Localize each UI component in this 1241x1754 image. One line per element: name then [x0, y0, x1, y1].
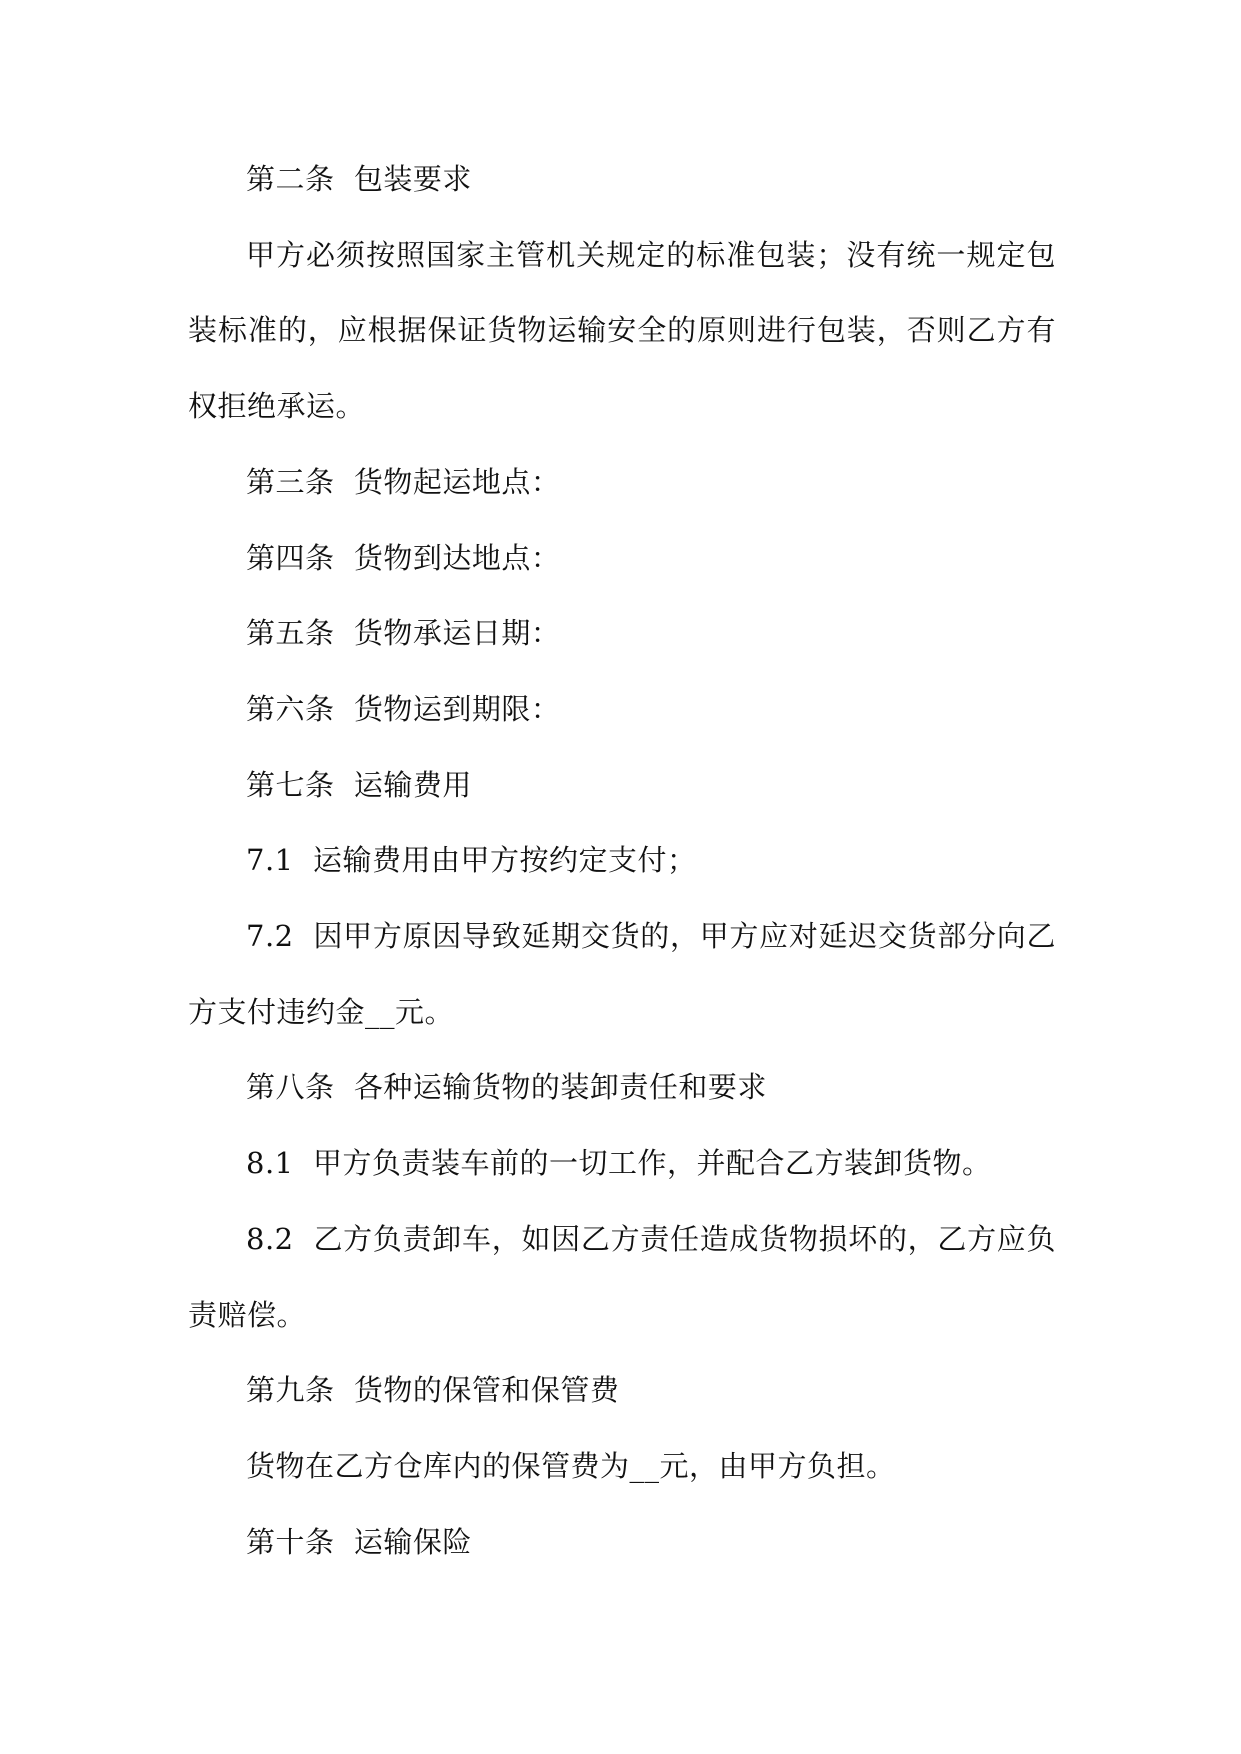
article-8-heading: 第八条 各种运输货物的装卸责任和要求 [246, 1070, 767, 1105]
article-10-heading: 第十条 运输保险 [246, 1524, 472, 1559]
article-4-heading: 第四条 货物到达地点： [246, 540, 561, 575]
article-2-heading: 第二条 包装要求 [246, 162, 472, 196]
clause-8-1: 8.1 甲方负责装车前的一切工作，并配合乙方装卸货物。 [246, 1146, 992, 1181]
clause-7-1: 7.1 运输费用由甲方按约定支付； [246, 843, 697, 878]
article-2-text: 甲方必须按照国家主管机关规定的标准包装；没有统一规定包装标准的，应根据保证货物运输安全的原则进行包装，否则乙方有权拒绝承运。 [188, 237, 1056, 424]
article-3-heading: 第三条 货物起运地点： [246, 464, 561, 499]
article-9-text: 货物在乙方仓库内的保管费为__元，由甲方负担。 [246, 1448, 896, 1483]
clause-8-2: 8.2 乙方负责卸车，如因乙方责任造成货物损坏的，乙方应负责赔偿。 [188, 1221, 1056, 1332]
clause-7-2: 7.2 因甲方原因导致延期交货的，甲方应对延迟交货部分向乙方支付违约金__元。 [188, 919, 1056, 1029]
document-body [188, 142, 1056, 1580]
article-6-heading: 第六条 货物运到期限： [246, 691, 561, 726]
article-9-heading: 第九条 货物的保管和保管费 [246, 1373, 620, 1408]
article-5-heading: 第五条 货物承运日期： [246, 616, 561, 651]
article-7-heading: 第七条 运输费用 [246, 767, 472, 802]
